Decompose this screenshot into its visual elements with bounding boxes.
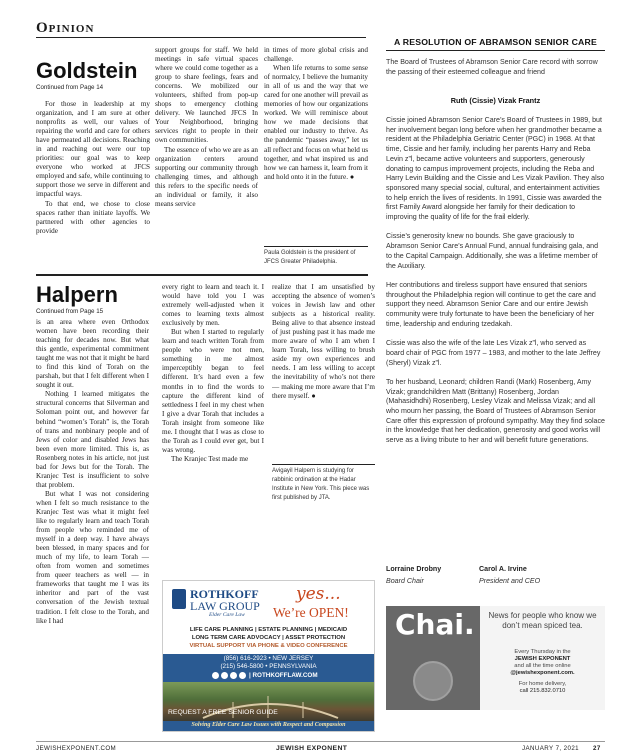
chai-website[interactable]: @jewishexponent.com. [510,670,575,676]
ad-website[interactable]: | ROTHKOFFLAW.COM [249,672,318,679]
goldstein-col-1-p2: To that end, we chose to close spaces rather than initiate layoffs. We partnered with other agencies to provide [36,199,150,235]
halpern-col-1-p1: is an area where even Orthodox women have been recording their teaching for decades now. But what this gentle, experimental commitment taught me was not that it might be hard to find this kind of Torah on the parshah, but that I felt different when I sought it out. [36,318,149,390]
signature-2-title: President and CEO [479,577,541,585]
ad-virtual-line: VIRTUAL SUPPORT VIA PHONE & VIDEO CONFERENCE [189,643,348,649]
signature-1-name: Lorraine Drobny [386,565,442,573]
footer-website[interactable]: JEWISHEXPONENT.COM [36,745,117,752]
youtube-icon[interactable] [230,672,237,679]
halpern-continued: Continued from Page 15 [36,308,104,315]
resolution-para-1: Cissie joined Abramson Senior Care’s Board of Trustees in 1989, but her involvement began long before when her grandmother became a resident at the Philadelphia Geriatric Center (PGC) in 1968. At that time, Cissie and her family, including her parents Harry and Reba Levin z”l, became active volunteers and supporters, generously donating to campus improvement projects, including the Reba and Harry Levin Building and the Cissie and Les Vizak Pavilion. They also sponsored many special social, cultural, and entertainment activities to help enrich the lives of residents. In 1991, Cissie was awarded the first Family Award alongside her family for their dedication to improving the quality of life for the frail elderly. [386,116,605,222]
goldstein-col-3-p2: When life returns to some sense of normalcy, I believe the humanity in all of us and the way that we cared for one another will prevail as memories of how our organizations worked. We will reminisce about how we made decisions that enabled our industry to thrive. As the pandemic “passes away,” let us all reflect and focus on what held us together, and what inspired us and how we can harness it, learn from it and hold onto it in the future. ● [264,64,368,181]
goldstein-col-3 [264,46,368,244]
section-label: Opinion [36,20,95,36]
facebook-icon[interactable] [212,672,219,679]
resolution-para-5: To her husband, Leonard; children Randi (Mark) Rosenberg, Amy Vizak; grandchildren Matt (Brittany) Rosenberg, Jordan (Mahasidhdhi) Rosenberg, Lesley Vizak and Melissa Vizak; and all who mourn her passing, the Board of Trustees of Abramson Senior Care offer this expression of profound sympathy. May they find solace in the knowledge that her dedication, generosity and good works will serve as a living tribute to her and will benefit future generations. [386,377,605,445]
resolution-intro: The Board of Trustees of Abramson Senior Care record with sorrow the passing of their esteemed colleague and friend [386,58,598,76]
twitter-icon[interactable] [221,672,228,679]
goldstein-note-rule [264,246,368,247]
resolution-para-4: Cissie was also the wife of the late Les Vizak z”l, who served as board chair of PGC from 1977 – 1983, and mother to the late Jeffrey (Sheryl) Vizak z”l. [386,339,601,367]
resolution-body [386,116,605,554]
halpern-col-1 [36,318,149,732]
halpern-col-3 [272,283,375,459]
chai-ad[interactable] [386,606,605,710]
halpern-col-2-p2: But when I started to regularly learn and teach written Torah from people who were not men, something in me almost imperceptibly began to feel different. It’s hard even a few months in to find the words to capture the different kind of settledness I feel in my chest when I give a dvar Torah that includes a Torah insight from someone like me. I thought that I was as close to the Torah as I could ever get, but I was wrong. [162,328,264,454]
signature-1-title: Board Chair [386,577,424,585]
ad-services-line-2: LONG TERM CARE ADVOCACY | ASSET PROTECTION [191,635,346,641]
ad-request-guide[interactable]: REQUEST A FREE SENIOR GUIDE [168,709,278,716]
halpern-col-2 [162,283,264,575]
goldstein-continued: Continued from Page 14 [36,84,104,91]
ad-services-line-1: LIFE CARE PLANNING | ESTATE PLANNING | MEDICAID [189,627,348,633]
article-divider [36,274,368,276]
halpern-author-note: Avigayil Halpern is studying for rabbinic ordination at the Hadar Institute in New York. This piece was first published by JTA. [272,468,370,501]
resolution-title: A RESOLUTION OF ABRAMSON SENIOR CARE [386,37,605,47]
resolution-para-2: Cissie’s generosity knew no bounds. She gave graciously to Abramson Senior Care’s Annual Fund, annual fundraising gala, and to the Capital Campaign. Additionally, she was a lifetime member of the Auxiliary. [386,232,599,270]
ad-phone-pa[interactable]: (215) 546-5800 • PENNSYLVANIA [220,663,317,670]
footer-date: JANUARY 7, 2021 [522,745,580,752]
footer-page-number: 27 [593,745,601,752]
chai-line-1: Every Thursday in the [514,649,571,655]
goldstein-col-3-p1: in times of more global crisis and challenge. [264,46,368,64]
rothkoff-firm-name-2: LAW GROUP [190,599,260,613]
goldstein-col-1 [36,100,150,270]
ad-open-text: We’re OPEN! [273,605,349,620]
goldstein-col-2-p2: The essence of who we are as an organization centers around supporting our community through challenging times, and although this refers to the specific needs of an individual or family, it also means service [155,145,258,208]
ad-social-icons [212,672,246,679]
halpern-headline: Halpern [36,282,118,307]
chai-line-5: For home delivery, [518,681,567,687]
chai-line-2: JEWISH EXPONENT [514,656,571,662]
halpern-col-1-p3: But what I was not considering when I felt so much resistance to the Kranjec Test was what it might feel like to regularly learn and teach Torah from people who reminded me of myself in a deep way. I have always been blessed, in many spaces and for much of my life, to learn Torah — often from women and sometimes from queer teachers as well — in frameworks that taught me I was its inheritor and part of the vast conversation of the Jewish textual tradition. I felt close to the Torah, and like I had [36,489,149,625]
goldstein-headline: Goldstein [36,58,138,83]
chai-phone[interactable]: call 215.832.0710 [519,688,566,694]
chai-tagline: News for people who know we don’t mean spiced tea. [488,611,597,630]
rothkoff-ad[interactable] [162,580,375,732]
chai-logo: Chai. [395,608,475,641]
rothkoff-elder-care: Elder Care Law [209,612,245,618]
goldstein-col-1-p1: For those in leadership at my organization, and I am sure at other nonprofits as well, our values of repairing the world and care for others have permeated all decisions. Reaching in and reaching out were our top priorities: our goal was to keep everyone who worked at JFCS employed and safe, while continuing to support those we serve in different and impactful ways. [36,100,150,199]
footer-publication: JEWISH EXPONENT [276,745,348,752]
footer-rule [36,741,605,742]
halpern-note-rule [272,464,375,465]
rothkoff-firm-name: ROTHKOFF [190,587,259,601]
halpern-col-2-p3: The Kranjec Test made me [171,454,249,463]
halpern-col-2-p1: every right to learn and teach it. I would have told you I was extremely well-adjusted when it comes to learning texts almost exclusively by men. [162,283,264,328]
resolution-para-3: Her contributions and tireless support have ensured that seniors throughout the Philadelphia region will continue to get the care and support they need. Abramson Senior Care and our entire Jewish community were truly fortunate to have been the beneficiary of her time, leadership and enduring tzedakah. [386,280,596,328]
section-rule [36,37,366,38]
goldstein-author-note: Paula Goldstein is the president of JFCS Greater Philadelphia. [264,250,356,265]
rothkoff-logo-icon [172,589,186,609]
resolution-title-rule [386,50,605,51]
resolution-honoree-name: Ruth (Cissie) Vizak Frantz [450,96,541,105]
halpern-col-3-p1: realize that I am unsatisfied by accepting the absence of women’s voices in Jewish law and other subjects as a historical reality. Being alive to that absence instead of just pushing past it has made me more aware of who I am when I learn Torah, less willing to brush aside my own experiences and needs. I am less willing to accept the inevitability of who’s not there — making me more aware that I’m there myself. ● [272,283,375,400]
ad-phone-nj[interactable]: (856) 616-2923 • NEW JERSEY [223,655,314,662]
ad-tagline: Solving Elder Care Law Issues with Respect and Compassion [191,722,346,728]
ad-yes-text: yes... [296,584,341,604]
chai-line-3: and all the time online [514,663,571,669]
signature-2-name: Carol A. Irvine [479,565,527,573]
resolution-box [386,37,605,593]
instagram-icon[interactable] [239,672,246,679]
halpern-col-1-p2: Nothing I learned mitigates the structural concerns that Silverman and Soloman point out, and however far behind “women’s Torah” is, the Torah of trans and nonbinary people and of Jews of color and disabled Jews has been even more limited. This is, as Rosenberg notes in his article, not just bad for Jews but for the Torah. The Kranjec Test is insufficient to solve that problem. [36,390,149,489]
goldstein-col-2 [155,46,258,272]
chai-hebrew-emblem-icon [413,661,453,701]
goldstein-col-2-p1: support groups for staff. We held meetings in safe virtual spaces where we could come together as a group to share feelings, fears and concerns. We mobilized our volunteers, shifted from pop-up shops to emergency clothing delivery. We launched JFCS In Your Neighborhood, bringing services right to people in their own communities. [155,46,258,145]
